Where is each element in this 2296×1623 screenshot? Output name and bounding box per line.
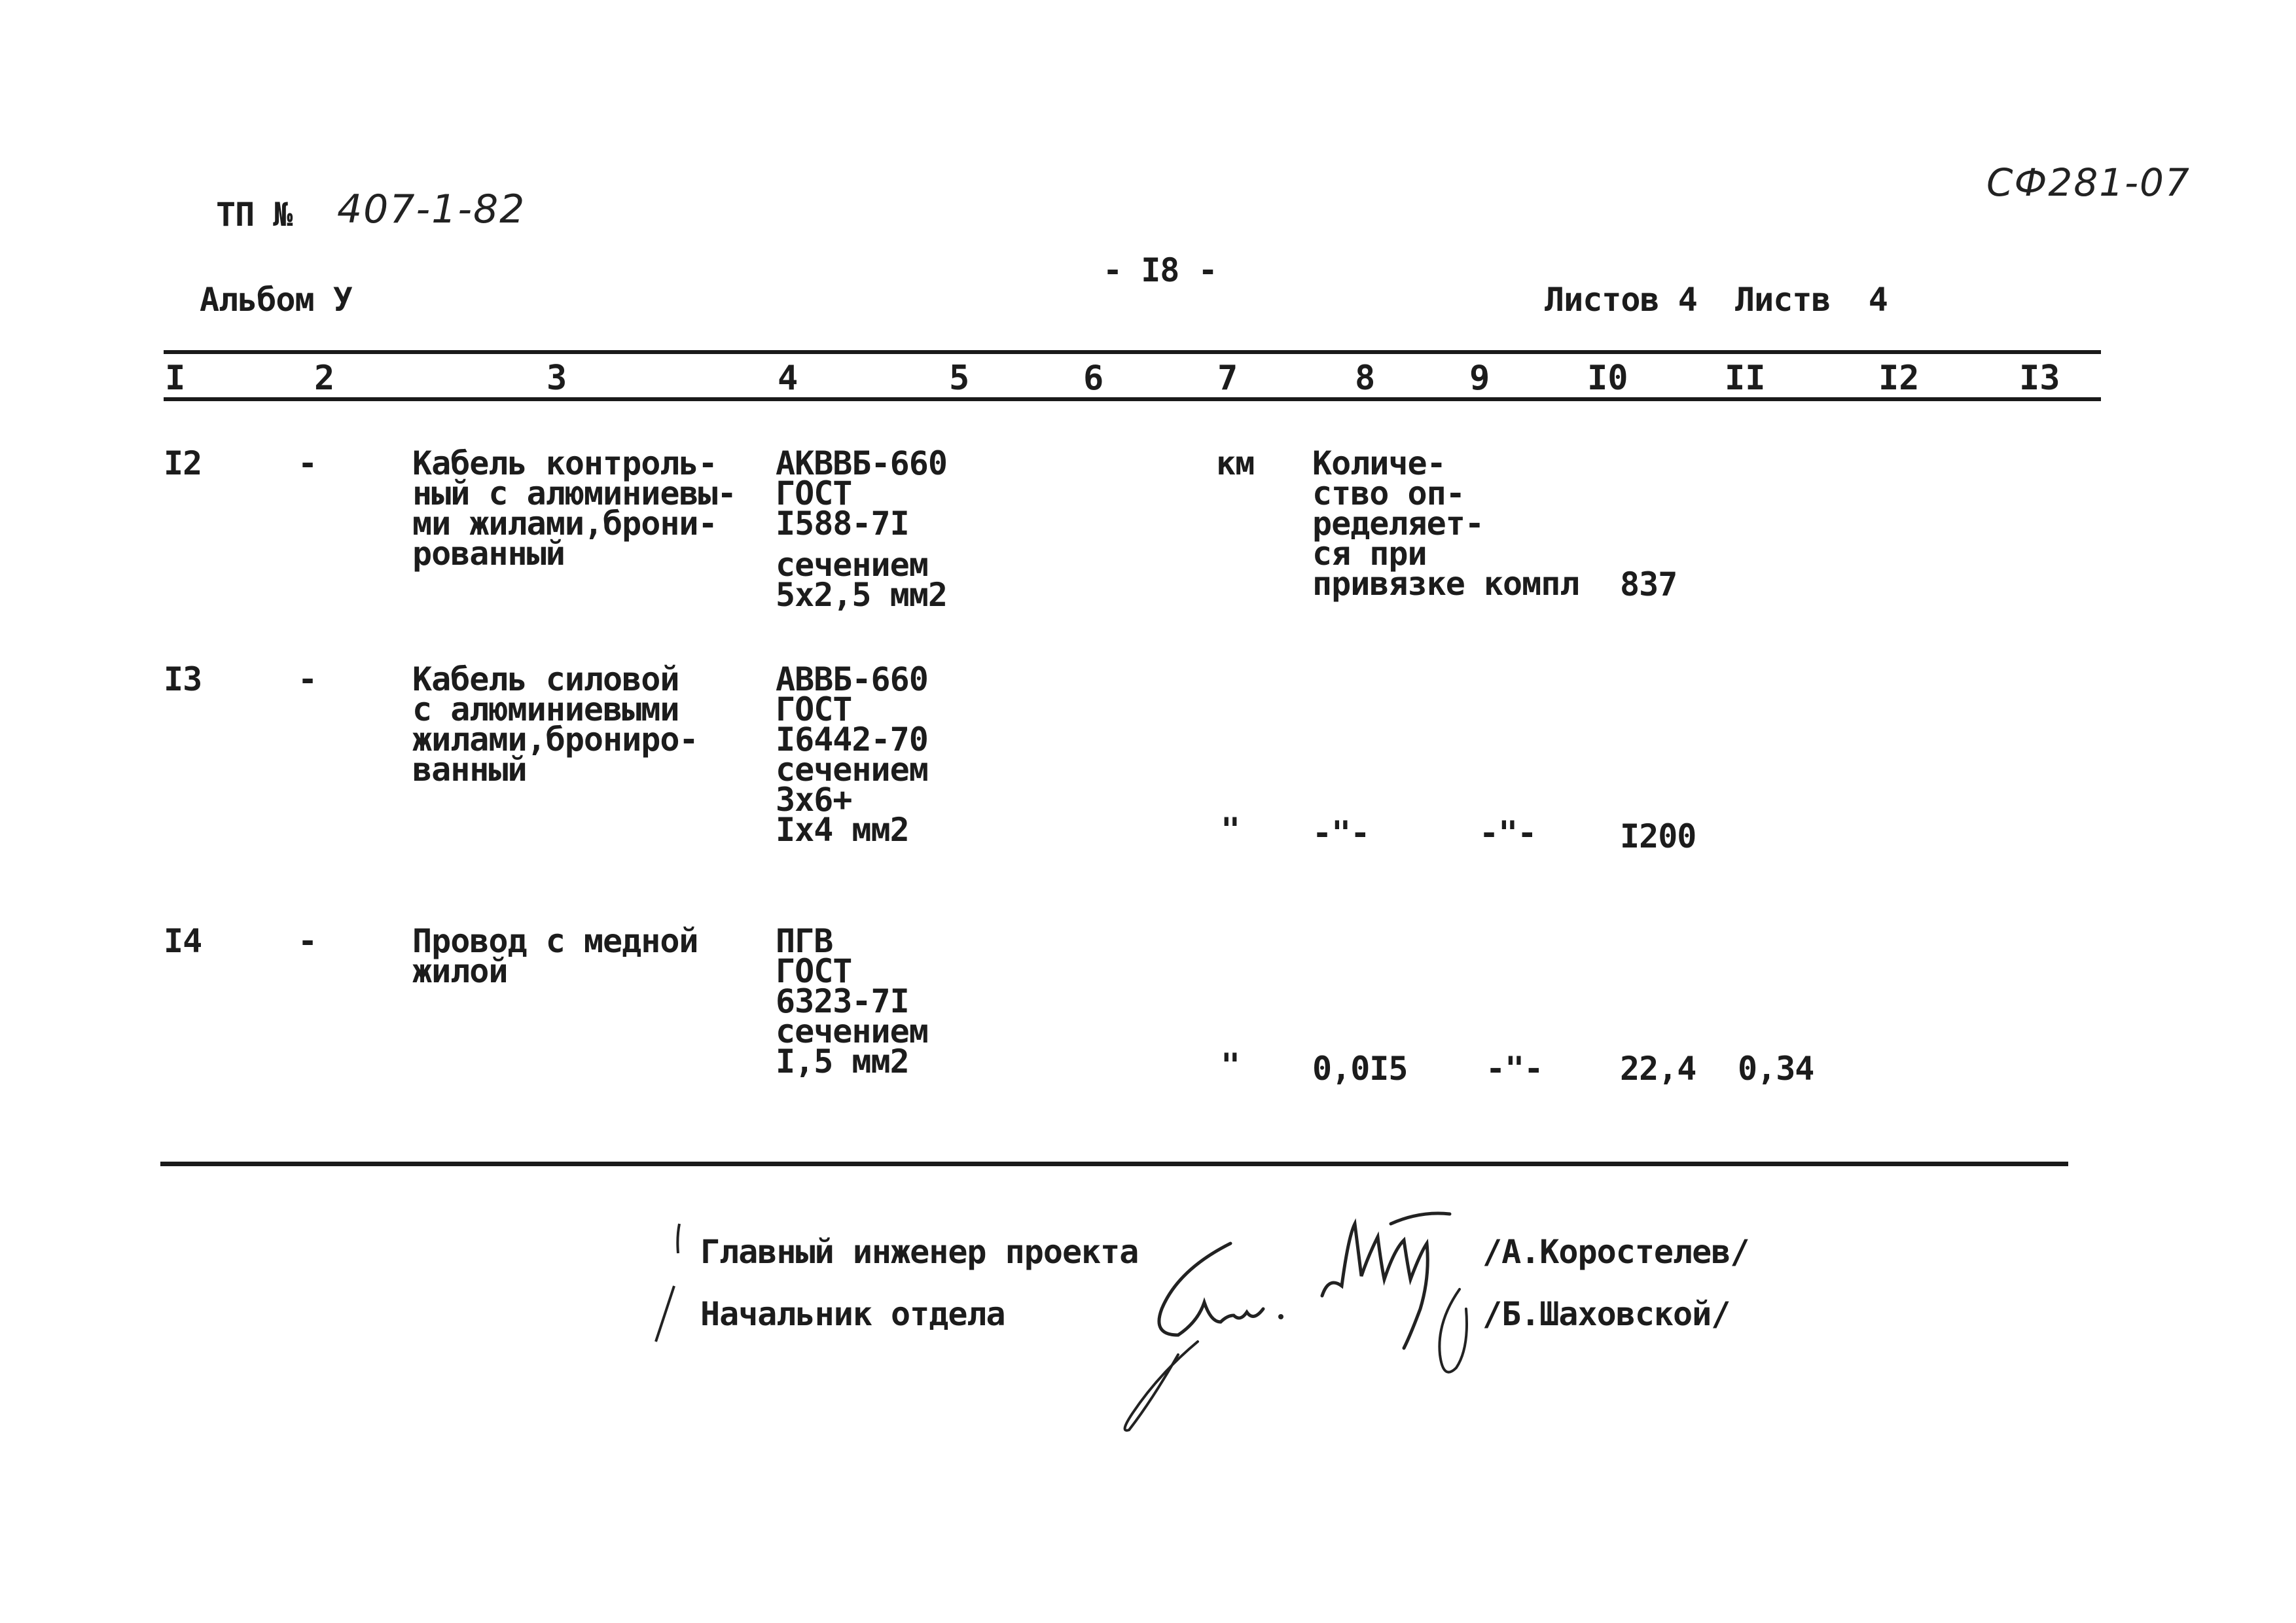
item-section: сечением 5х2,5 мм2 [776, 546, 947, 614]
column-header-2: 2 [314, 359, 335, 398]
tp-number: 407-1-82 [337, 187, 526, 232]
header-top-rule [164, 350, 2101, 354]
column-header-6: 6 [1083, 359, 1104, 398]
row-number: I3 [164, 660, 202, 698]
item-name: Кабель силовой с алюминиевыми жилами,брониро- ванный [412, 660, 698, 789]
row-dash: - [298, 660, 317, 698]
item-note: Количе- ство оп- ределяет- ся при привязке компл [1312, 444, 1579, 603]
column-header-7: 7 [1217, 359, 1238, 398]
item-col10: 22,4 [1620, 1050, 1696, 1088]
item-mark: АВВБ-660 ГОСТ I6442-70 сечением 3х6+ Iх4 мм2 [776, 660, 928, 849]
row-number: I4 [164, 922, 202, 960]
item-mark: АКВВБ-660 ГОСТ I588-7I [776, 444, 947, 543]
column-header-5: 5 [949, 359, 970, 398]
dept-head-name: /Б.Шаховской/ [1482, 1295, 1731, 1333]
document-code: СФ281-07 [1986, 160, 2191, 205]
chief-engineer-title: Главный инженер проекта [700, 1233, 1139, 1271]
item-unit: " [1221, 1046, 1240, 1084]
item-col8: -"- [1312, 814, 1370, 852]
item-col8: 0,0I5 [1312, 1050, 1408, 1088]
tp-label: ТП № [216, 196, 293, 234]
item-unit: км [1216, 444, 1255, 482]
dept-head-title: Начальник отдела [700, 1295, 1005, 1333]
table-bottom-rule [160, 1162, 2068, 1166]
row-dash: - [298, 444, 317, 482]
column-header-13: I3 [2019, 359, 2060, 398]
item-mark: ПГВ ГОСТ 6323-7I сечением I,5 мм2 [776, 922, 928, 1080]
header-bottom-rule [164, 397, 2101, 401]
column-header-3: 3 [547, 359, 567, 398]
item-col9: -"- [1479, 814, 1537, 852]
item-col10: 837 [1620, 565, 1677, 603]
item-name: Провод с медной жилой [412, 922, 698, 990]
column-header-10: I0 [1587, 359, 1628, 398]
item-col10: I200 [1620, 817, 1696, 855]
item-unit: " [1221, 811, 1240, 849]
item-col9: -"- [1486, 1050, 1543, 1088]
signature-dept-head [1100, 1224, 1309, 1459]
column-header-4: 4 [778, 359, 798, 398]
column-header-1: I [165, 359, 186, 398]
column-header-12: I2 [1878, 359, 1920, 398]
item-name: Кабель контроль- ный с алюминиевы- ми жилами,брони- рованный [412, 444, 736, 573]
sheets-info: Листов 4 Листв 4 [1545, 281, 1888, 319]
page-number: - I8 - [1103, 251, 1217, 289]
margin-tick-marks [648, 1217, 726, 1387]
row-number: I2 [164, 444, 202, 482]
column-header-8: 8 [1355, 359, 1376, 398]
chief-engineer-name: /А.Коростелев/ [1482, 1233, 1749, 1271]
signature-flourish [1420, 1283, 1499, 1400]
column-header-11: II [1725, 359, 1766, 398]
row-dash: - [298, 922, 317, 960]
item-col11: 0,34 [1738, 1050, 1814, 1088]
album-label: Альбом У [200, 281, 352, 319]
column-header-9: 9 [1469, 359, 1490, 398]
